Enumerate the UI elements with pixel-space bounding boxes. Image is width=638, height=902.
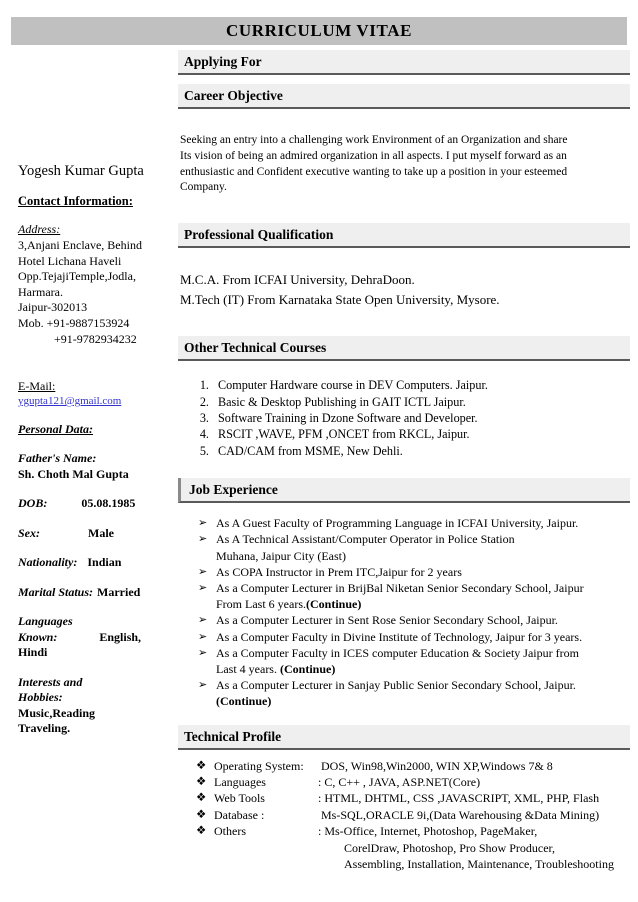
arrow-bullet-icon: ➢ [198,614,208,627]
diamond-bullet-icon: ❖ [196,808,207,821]
dob-value: 05.08.1985 [81,496,136,511]
arrow-bullet-icon: ➢ [198,533,208,546]
list-item [178,645,630,677]
list-item [178,515,630,531]
job-line: From Last 6 years.(Continue) [216,597,362,612]
main-content-column [178,50,630,873]
list-item [178,580,630,612]
job-line: As a Computer Lecturer in Sent Rose Senior Secondary School, Jaipur. [216,613,558,628]
contact-information-heading: Contact Information: [18,194,133,208]
qualification-line: M.Tech (IT) From Karnataka State Open University, Mysore. [180,292,500,308]
field-marital-status [18,585,173,601]
field-interests-hobbies [18,675,173,737]
section-header-other-technical-courses: Other Technical Courses [178,336,630,361]
sidebar-personal-info [18,50,173,737]
job-line: As a Computer Lecturer in BrijBal Niketan Senior Secondary School, Jaipur [216,581,584,596]
address-line: Opp.TejajiTemple,Jodla, [18,269,136,284]
tech-category-value: DOS, Win98,Win2000, WIN XP,Windows 7& 8 [318,758,553,773]
tech-category-value: : Ms-Office, Internet, Photoshop, PageMaker, [318,824,538,839]
job-line: As COPA Instructor in Prem ITC,Jaipur for 2 years [216,564,462,579]
tech-category-label: Languages [214,775,266,790]
marital-status-value: Married [97,584,141,599]
tech-category-value: : HTML, DHTML, CSS ,JAVASCRIPT, XML, PHP, Flash [318,791,600,806]
diamond-bullet-icon: ❖ [196,825,207,838]
continue-badge: (Continue) [279,662,336,677]
job-line: As A Technical Assistant/Computer Operator in Police Station [216,532,515,547]
list-item [178,629,630,645]
fathers-name-value: Sh. Choth Mal Gupta [18,466,129,481]
fathers-name-label: Father's Name: [18,451,97,466]
section-header-professional-qualification: Professional Qualification [178,223,630,248]
list-item: 1. Computer Hardware course in DEV Computers. Jaipur. [212,377,630,393]
list-item: 2. Basic & Desktop Publishing in GAIT ICTL Jaipur. [212,394,630,410]
tech-value-continuation: Assembling, Installation, Maintenance, Troubleshooting [344,857,614,872]
sex-value: Male [88,525,114,540]
technical-profile-list [178,758,630,873]
arrow-bullet-icon: ➢ [198,517,208,530]
dob-label: DOB: [18,496,48,511]
sex-label: Sex: [18,525,40,540]
arrow-bullet-icon: ➢ [198,582,208,595]
list-item: 3. Software Training in Dzone Software and Developer. [212,410,630,426]
languages-label-line1: Languages [18,614,73,629]
languages-label-line2-row [18,630,173,646]
arrow-bullet-icon: ➢ [198,679,208,692]
tech-category-label: Web Tools [214,791,265,806]
address-block [18,238,173,347]
address-line: 3,Anjani Enclave, Behind [18,238,142,252]
list-item [178,564,630,580]
languages-value: English, [99,629,142,644]
arrow-bullet-icon: ➢ [198,646,208,659]
page-title: CURRICULUM VITAE [225,21,413,40]
section-header-career-objective: Career Objective [178,84,630,109]
arrow-bullet-icon: ➢ [198,630,208,643]
email-label: E-Mail: [18,379,56,394]
mobile-primary: Mob. +91-9887153924 [18,315,130,330]
job-experience-list [178,515,630,709]
field-languages-known [18,614,173,661]
interests-label-line1: Interests and [18,674,83,689]
list-item [178,790,630,806]
interests-value-line1: Music,Reading [18,705,96,720]
list-item [178,807,630,823]
mobile-secondary: +91-9782934232 [54,331,137,346]
diamond-bullet-icon: ❖ [196,759,207,772]
tech-value-continuation: CorelDraw, Photoshop, Pro Show Producer, [344,840,556,855]
list-item: 4. RSCIT ,WAVE, PFM ,ONCET from RKCL, Jaipur. [212,426,630,442]
arrow-bullet-icon: ➢ [198,565,208,578]
languages-label-line2: Known: [18,629,58,644]
career-objective-text [178,133,630,196]
qualification-line: M.C.A. From ICFAI University, DehraDoon. [180,272,415,288]
address-line: Hotel Lichana Haveli [18,253,122,268]
diamond-bullet-icon: ❖ [196,776,207,789]
tech-category-label: Database : [214,807,265,822]
professional-qualification-list [178,270,630,310]
objective-line: Company. [180,181,227,194]
tech-category-value: : C, C++ , JAVA, ASP.NET(Core) [318,775,481,790]
list-item [178,823,630,872]
field-nationality [18,555,173,571]
document-title-bar [11,17,627,45]
list-item: 5. CAD/CAM from MSME, New Dehli. [212,443,630,459]
objective-line: Its vision of being an admired organization in all aspects. I put myself forward as an [180,149,567,162]
other-technical-courses-list [178,377,630,459]
interests-label-line2: Hobbies: [18,690,63,705]
nationality-value: Indian [87,555,122,570]
objective-line: Seeking an entry into a challenging work Environment of an Organization and share [180,134,568,146]
personal-data-heading: Personal Data: [18,422,93,437]
list-item [178,612,630,628]
nationality-label: Nationality: [18,555,78,570]
section-header-applying-for: Applying For [178,50,630,75]
marital-status-label: Marital Status: [18,584,94,599]
list-item [178,531,630,563]
section-header-job-experience: Job Experience [178,478,630,503]
languages-value-line2: Hindi [18,645,48,660]
tech-category-label: Operating System: [214,758,304,773]
section-header-technical-profile: Technical Profile [178,725,630,750]
field-dob [18,496,173,512]
job-line: As a Computer Lecturer in Sanjay Public Senior Secondary School, Jaipur. [216,678,576,693]
list-item [178,758,630,774]
field-sex [18,526,173,542]
job-line: As a Computer Faculty in Divine Institute of Technology, Jaipur for 3 years. [216,629,583,644]
continue-badge: (Continue) [305,597,362,612]
interests-value-line2: Traveling. [18,721,71,736]
objective-line: enthusiastic and Confident executive wanting to take up a position in your esteemed [180,165,568,178]
job-line: Last 4 years. (Continue) [216,662,336,677]
address-label: Address: [18,222,61,236]
candidate-name: Yogesh Kumar Gupta [18,163,144,179]
job-line: As A Guest Faculty of Programming Language in ICFAI University, Jaipur. [216,516,579,531]
list-item [178,677,630,709]
tech-category-label: Others [214,824,246,839]
diamond-bullet-icon: ❖ [196,792,207,805]
job-line: Muhana, Jaipur City (East) [216,548,346,563]
continue-badge: (Continue) [216,694,272,709]
address-line: Harmara. [18,284,63,299]
list-item [178,774,630,790]
email-link[interactable]: ygupta121@gmail.com [18,395,122,408]
job-line: As a Computer Faculty in ICES computer Education & Society Jaipur from [216,645,579,660]
field-fathers-name [18,451,173,482]
tech-category-value: Ms-SQL,ORACLE 9i,(Data Warehousing &Data Mining) [318,807,600,822]
address-line: Jaipur-302013 [18,300,88,315]
